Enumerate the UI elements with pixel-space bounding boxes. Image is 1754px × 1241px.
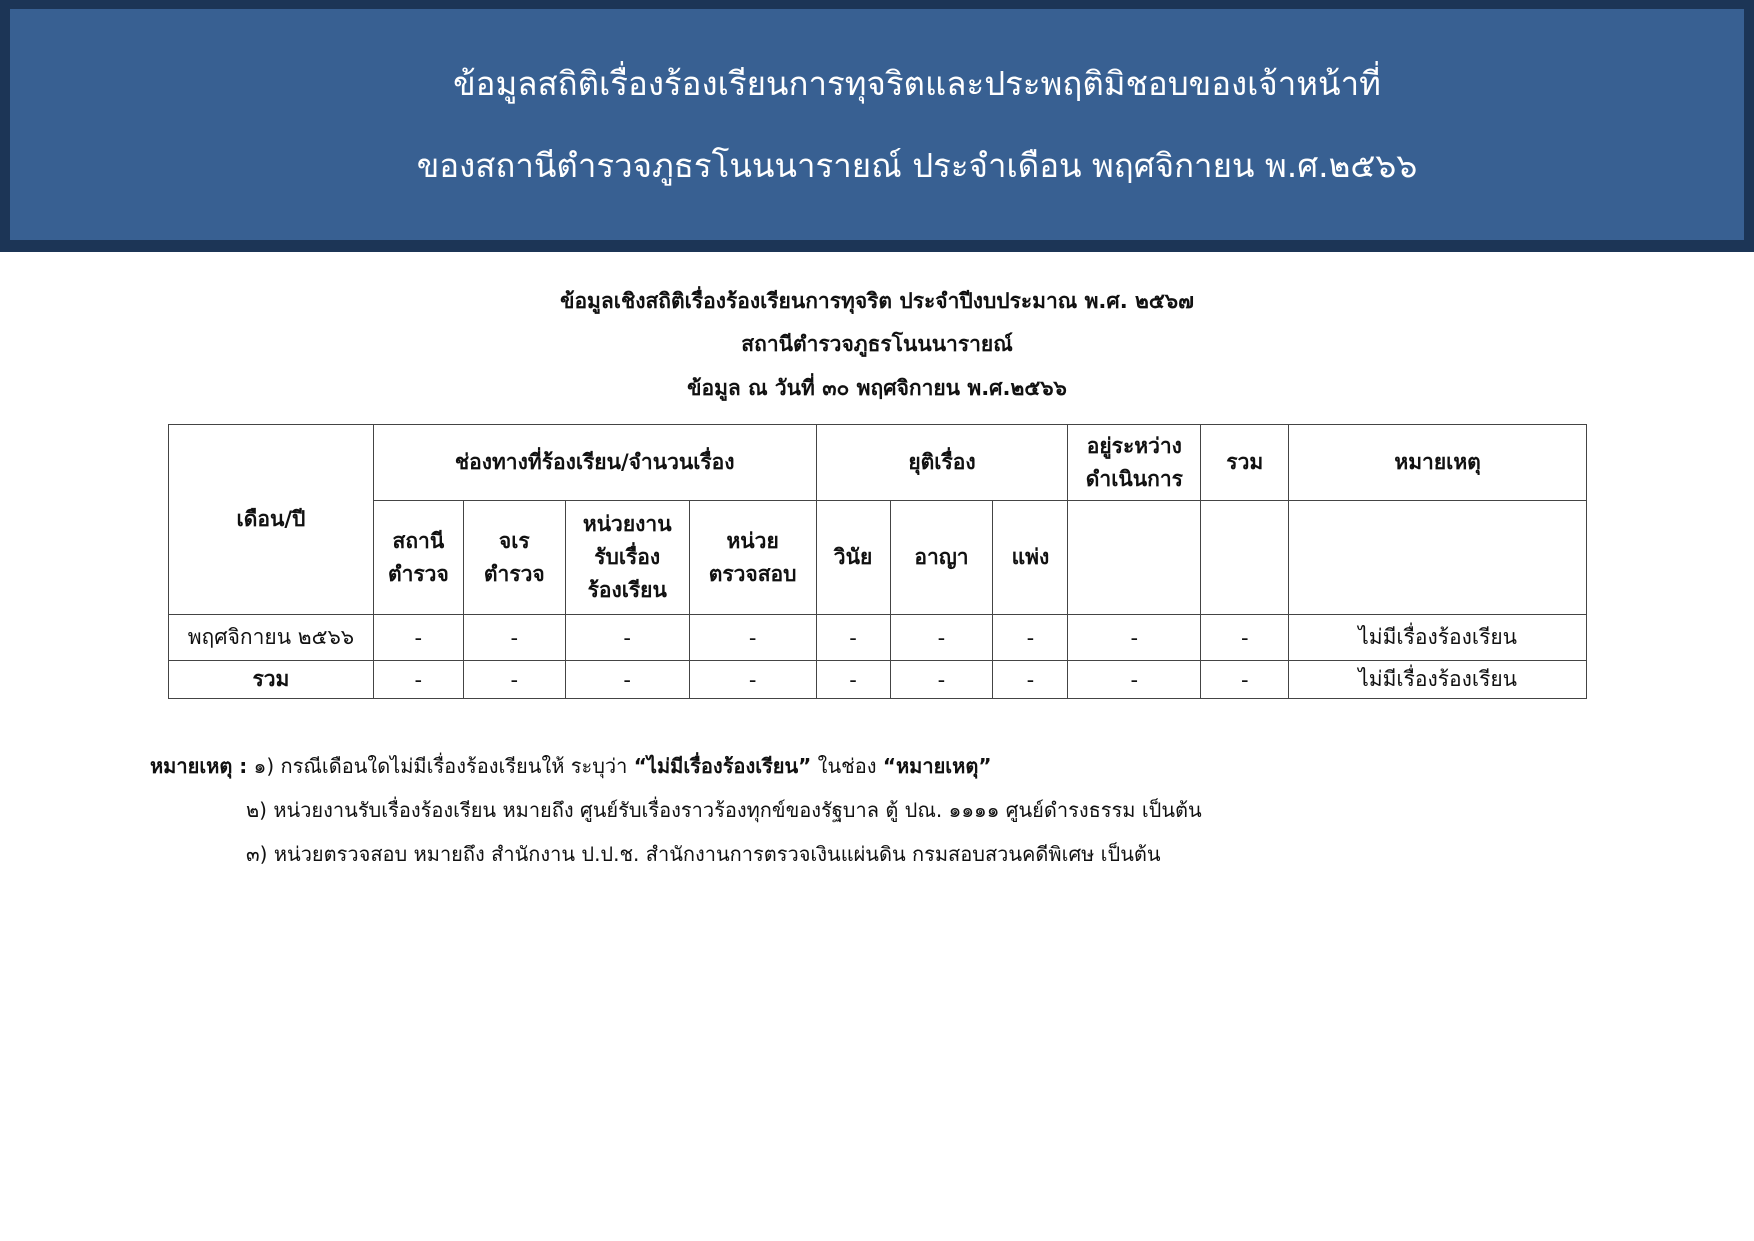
row-cell: -: [373, 615, 463, 661]
complaint-statistics-table: [168, 424, 1587, 699]
header-criminal: อาญา: [890, 501, 993, 615]
header-audit-line-1: หน่วย: [726, 528, 779, 553]
header-total-sub-empty: [1201, 501, 1289, 615]
banner-title-line-1: ข้อมูลสถิติเรื่องร้องเรียนการทุจริตและประพฤติมิชอบของเจ้าหน้าที่: [453, 63, 1381, 103]
subheading-line-3: ข้อมูล ณ วันที่ ๓๐ พฤศจิกายน พ.ศ.๒๕๖๖: [687, 376, 1067, 400]
note-1: [150, 744, 1202, 788]
note-1-quote-no-complaint: “ไม่มีเรื่องร้องเรียน”: [633, 754, 812, 778]
table-header-row-1: [169, 425, 1587, 501]
header-patrol-line-1: จเร: [498, 528, 530, 553]
total-cell: -: [463, 661, 565, 699]
notes-label: หมายเหตุ :: [150, 754, 248, 778]
total-cell: -: [1068, 661, 1201, 699]
header-month: เดือน/ปี: [169, 425, 374, 615]
total-cell: -: [373, 661, 463, 699]
total-label: รวม: [169, 661, 374, 699]
row-cell: -: [565, 615, 689, 661]
banner-title-line-2: ของสถานีตำรวจภูธรโนนนารายณ์ ประจำเดือน พฤศจิกายน พ.ศ.๒๕๖๖: [416, 145, 1418, 185]
header-agency-line-3: ร้องเรียน: [587, 578, 667, 602]
header-in-progress-sub-empty: [1068, 501, 1201, 615]
total-cell: -: [816, 661, 890, 699]
header-patrol: [463, 501, 565, 615]
note-3: ๓) หน่วยตรวจสอบ หมายถึง สำนักงาน ป.ป.ช. สำนักงานการตรวจเงินแผ่นดิน กรมสอบสวนคดีพิเศษ เป็นต้น: [246, 842, 1161, 866]
total-cell: -: [1201, 661, 1289, 699]
subheading-line-2: สถานีตำรวจภูธรโนนนารายณ์: [741, 332, 1013, 356]
header-station-line-2: ตำรวจ: [387, 561, 449, 586]
notes-section: [150, 744, 1202, 876]
table-row: [169, 615, 1587, 661]
header-closed: ยุติเรื่อง: [816, 425, 1068, 501]
row-cell: -: [890, 615, 993, 661]
header-in-progress-line-2: ดำเนินการ: [1085, 466, 1183, 491]
note-1-quote-remark: “หมายเหตุ”: [882, 754, 992, 778]
total-cell: -: [565, 661, 689, 699]
total-remark: ไม่มีเรื่องร้องเรียน: [1289, 661, 1587, 699]
header-station: [373, 501, 463, 615]
title-banner-inner: [10, 9, 1744, 240]
header-total: รวม: [1201, 425, 1289, 501]
row-remark: ไม่มีเรื่องร้องเรียน: [1289, 615, 1587, 661]
row-cell: -: [1201, 615, 1289, 661]
header-patrol-line-2: ตำรวจ: [483, 561, 545, 586]
row-cell: -: [993, 615, 1068, 661]
header-in-progress-line-1: อยู่ระหว่าง: [1086, 433, 1182, 458]
row-cell: -: [463, 615, 565, 661]
subheading-line-1: ข้อมูลเชิงสถิติเรื่องร้องเรียนการทุจริต ประจำปีงบประมาณ พ.ศ. ๒๕๖๗: [560, 289, 1194, 313]
row-cell: -: [1068, 615, 1201, 661]
header-in-progress: [1068, 425, 1201, 501]
header-audit-line-2: ตรวจสอบ: [708, 561, 797, 586]
header-discipline: วินัย: [816, 501, 890, 615]
header-agency: [565, 501, 689, 615]
header-agency-line-1: หน่วยงาน: [582, 512, 672, 536]
row-cell: -: [689, 615, 816, 661]
header-station-line-1: สถานี: [392, 528, 445, 553]
total-cell: -: [890, 661, 993, 699]
header-civil: แพ่ง: [993, 501, 1068, 615]
header-channels: ช่องทางที่ร้องเรียน/จำนวนเรื่อง: [373, 425, 816, 501]
note-1-text: ๑) กรณีเดือนใดไม่มีเรื่องร้องเรียนให้ ระบุว่า: [247, 754, 634, 778]
row-month: พฤศจิกายน ๒๕๖๖: [169, 615, 374, 661]
header-remark: หมายเหตุ: [1289, 425, 1587, 501]
header-audit: [689, 501, 816, 615]
header-remark-sub-empty: [1289, 501, 1587, 615]
title-banner: [0, 0, 1754, 252]
table-total-row: [169, 661, 1587, 699]
row-cell: -: [816, 615, 890, 661]
total-cell: -: [993, 661, 1068, 699]
total-cell: -: [689, 661, 816, 699]
note-1-in-column: ในช่อง: [811, 754, 883, 778]
table-header-row-2: [169, 501, 1587, 615]
header-agency-line-2: รับเรื่อง: [594, 545, 661, 569]
note-2: ๒) หน่วยงานรับเรื่องร้องเรียน หมายถึง ศูนย์รับเรื่องราวร้องทุกข์ของรัฐบาล ตู้ ปณ. ๑๑๑๑ ศูนย์ดำรงธรรม เป็นต้น: [246, 798, 1202, 822]
